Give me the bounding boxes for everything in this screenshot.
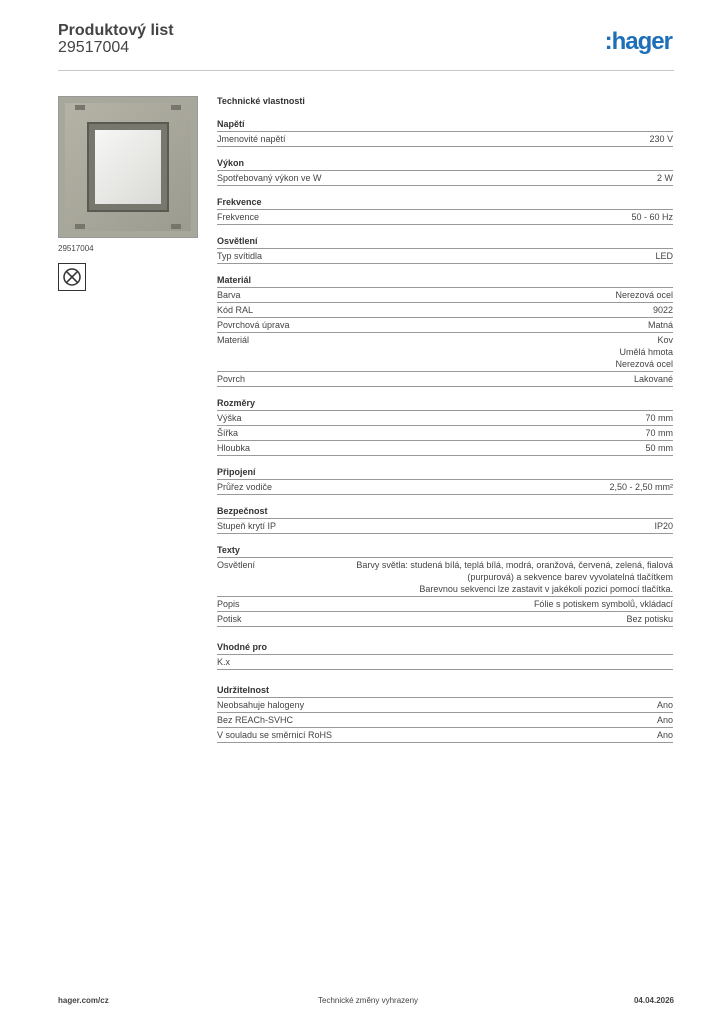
spec-row [217,249,673,264]
spec-value [655,250,673,262]
footer-date: 04.04.2026 [633,996,674,1005]
footer-notice: Technické změny vyhrazeny [318,996,419,1005]
spec-row [217,132,673,147]
spec-value [653,304,673,316]
spec-row [217,333,673,372]
spec-value-line: Ano [656,715,673,725]
spec-section [217,274,673,387]
spec-value [657,729,673,741]
spec-row [217,698,673,713]
spec-label: Potisk [217,614,242,624]
technical-specs [217,94,673,753]
spec-row [217,303,673,318]
spec-label: Průřez vodiče [217,482,273,492]
spec-label: Jmenovité napětí [217,134,286,144]
spec-label: Výška [217,413,242,423]
spec-row [217,171,673,186]
spec-section-title: Osvětlení [217,235,673,249]
spec-label: Šířka [217,428,239,438]
spec-label: Spotřebovaný výkon ve W [217,173,322,183]
spec-row [217,288,673,303]
spec-section [217,397,673,456]
spec-label: Popis [217,599,240,609]
spec-row [217,480,673,495]
spec-value-line: Barevnou sekvenci lze zastavit v jakékoli pozici pomocí tlačítka. [419,584,673,594]
spec-value [615,334,673,370]
spec-section-title: Frekvence [217,196,673,210]
spec-section-title: Výkon [217,157,673,171]
spec-value [631,211,673,223]
spec-value-line: 230 V [649,134,673,144]
spec-value [534,598,673,610]
spec-row [217,210,673,225]
spec-section-title: Bezpečnost [217,505,673,519]
spec-value-line: Ano [656,700,673,710]
spec-section-title: Vhodné pro [217,641,673,655]
spec-section [217,235,673,264]
spec-value-line: Lakované [633,374,673,384]
spec-value-line: 2 W [656,173,673,183]
spec-row [217,411,673,426]
page-header [58,22,674,71]
spec-section [217,641,673,670]
spec-value [609,481,673,493]
spec-section [217,118,673,147]
spec-row [217,372,673,387]
spec-value [645,427,673,439]
image-caption: 29517004 [58,244,94,253]
spec-label: Povrchová úprava [217,320,290,330]
spec-value-line: Umělá hmota [619,347,673,357]
screw-mark [171,224,181,229]
spec-section-title: Materiál [217,274,673,288]
screw-mark [75,105,85,110]
spec-value-line: Kov [657,335,673,345]
spec-value [615,289,673,301]
rocker-cover [95,130,161,204]
spec-section [217,544,673,627]
spec-value [645,412,673,424]
spec-label: Frekvence [217,212,260,222]
spec-label: Osvětlení [217,560,256,570]
hager-logo [605,28,672,56]
spec-label: Kód RAL [217,305,254,315]
spec-value [649,133,673,145]
cover-plate [65,103,191,231]
spec-label: Barva [217,290,241,300]
spec-value [356,559,673,595]
spec-value-line: Nerezová ocel [615,290,673,300]
spec-sections [217,118,673,743]
spec-value-line: 9022 [652,305,673,315]
spec-label: Povrch [217,374,246,384]
spec-section [217,157,673,186]
spec-section-title: Texty [217,544,673,558]
spec-row [217,318,673,333]
spec-value [634,373,673,385]
spec-label: V souladu se směrnicí RoHS [217,730,333,740]
hager-logo-text: :hager [604,28,672,55]
spec-value-line: 50 - 60 Hz [631,212,673,222]
product-number: 29517004 [58,39,130,56]
spec-value-line: Bez potisku [626,614,673,624]
switch-frame [87,122,169,212]
spec-section-title: Připojení [217,466,673,480]
screw-mark [171,105,181,110]
spec-label: Bez REACh-SVHC [217,715,294,725]
spec-value-line: Barvy světla: studená bílá, teplá bílá, modrá, oranžová, červená, zelená, fialová [356,560,673,570]
spec-value [657,714,673,726]
spec-value [645,442,673,454]
spec-section [217,466,673,495]
specs-title: Technické vlastnosti [217,96,305,106]
spec-value [657,699,673,711]
spec-value [648,319,673,331]
spec-label: Materiál [217,335,250,345]
spec-value-line: 2,50 - 2,50 mm² [609,482,673,492]
spec-value-line: IP20 [654,521,673,531]
spec-value-line: 70 mm [645,413,673,423]
spec-row [217,558,673,597]
spec-value [654,520,673,532]
spec-row [217,441,673,456]
spec-label: Stupeň krytí IP [217,521,277,531]
spec-label: Hloubka [217,443,251,453]
spec-row [217,728,673,743]
spec-section [217,684,673,743]
spec-value-line: (purpurová) a sekvence barev vyvolatelná tlačítkem [467,572,673,582]
spec-section-title: Udržitelnost [217,684,673,698]
spec-section-title: Rozměry [217,397,673,411]
spec-value-line: 50 mm [645,443,673,453]
spec-value-line: Nerezová ocel [615,359,673,369]
screw-mark [75,224,85,229]
document-title: Produktový list [58,22,174,39]
spec-label: Typ svítidla [217,251,263,261]
spec-value-line: Ano [656,730,673,740]
lamp-symbol-icon [58,263,86,291]
spec-value-line: 70 mm [645,428,673,438]
spec-row [217,426,673,441]
footer-website: hager.com/cz [58,996,109,1005]
spec-section-title: Napětí [217,118,673,132]
product-image [58,96,198,238]
spec-row [217,713,673,728]
spec-value-line: LED [655,251,673,261]
spec-value [626,613,673,625]
spec-value-line: Matná [647,320,673,330]
spec-row [217,655,673,670]
spec-section [217,505,673,534]
spec-value-line: Fólie s potiskem symbolů, vkládací [533,599,673,609]
spec-row [217,612,673,627]
spec-row [217,597,673,612]
spec-row [217,519,673,534]
spec-label: K.x [217,657,231,667]
spec-label: Neobsahuje halogeny [217,700,305,710]
spec-value [657,172,673,184]
spec-section [217,196,673,225]
